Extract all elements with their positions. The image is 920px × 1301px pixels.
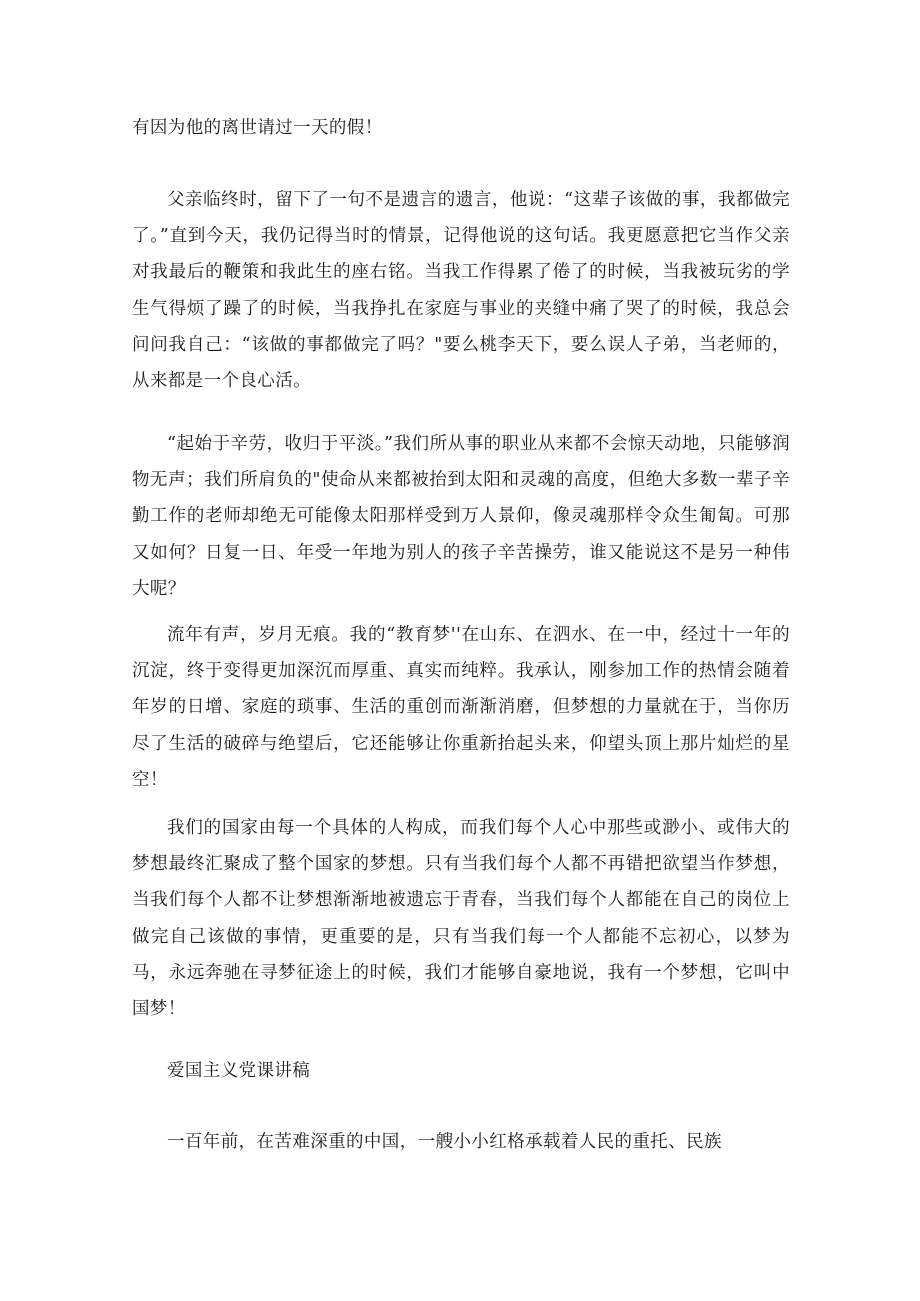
paragraph-4: 流年有声，岁月无痕。我的“教育梦''在山东、在泗水、在一中，经过十一年的沉淀，终于变得更加深沉而厚重、真实而纯粹。我承认，刚参加工作的热情会随着年岁的日增、家庭的琐事、生活的重创而渐渐消磨，但梦想的力量就在于，当你历尽了生活的破碎与绝望后，它还能够让你重新抬起头来，仰望头顶上那片灿烂的星空！	[132, 625, 790, 790]
paragraph-1: 有因为他的离世请过一天的假！	[132, 118, 383, 138]
section-title: 爱国主义党课讲稿	[167, 1061, 311, 1081]
paragraph-7: 一百年前，在苦难深重的中国，一艘小小红格承载着人民的重托、民族	[167, 1132, 722, 1152]
paragraph-5: 我们的国家由每一个具体的人构成，而我们每个人心中那些或渺小、或伟大的梦想最终汇聚成了整个国家的梦想。只有当我们每个人都不再错把欲望当作梦想，当我们每个人都不让梦想渐渐地被遗忘于青春，当我们每个人都能在自己的岗位上做完自己该做的事情，更重要的是，只有当我们每一个人都能不忘初心，以梦为马，永远奔驰在寻梦征途上的时候，我们才能够自豪地说，我有一个梦想，它叫中国梦！	[132, 818, 790, 1020]
paragraph-3: “起始于辛劳，收归于平淡。”我们所从事的职业从来都不会惊天动地，只能够润物无声；我们所肩负的"使命从来都被抬到太阳和灵魂的高度，但绝大多数一辈子辛勤工作的老师却绝无可能像太阳那样受到万人景仰，像灵魂那样令众生匍匐。可那又如何？日复一日、年受一年地为别人的孩子辛苦操劳，谁又能说这不是另一种伟大呢？	[132, 434, 790, 599]
paragraph-2: 父亲临终时，留下了一句不是遗言的遗言，他说：“这辈子该做的事，我都做完了。”直到今天，我仍记得当时的情景，记得他说的这句话。我更愿意把它当作父亲对我最后的鞭策和我此生的座右铭。当我工作得累了倦了的时候，当我被玩劣的学生气得烦了躁了的时候，当我挣扎在家庭与事业的夹缝中痛了哭了的时候，我总会问问我自己：“该做的事都做完了吗？"要么桃李天下，要么误人子弟，当老师的，从来都是一个良心活。	[132, 190, 790, 392]
